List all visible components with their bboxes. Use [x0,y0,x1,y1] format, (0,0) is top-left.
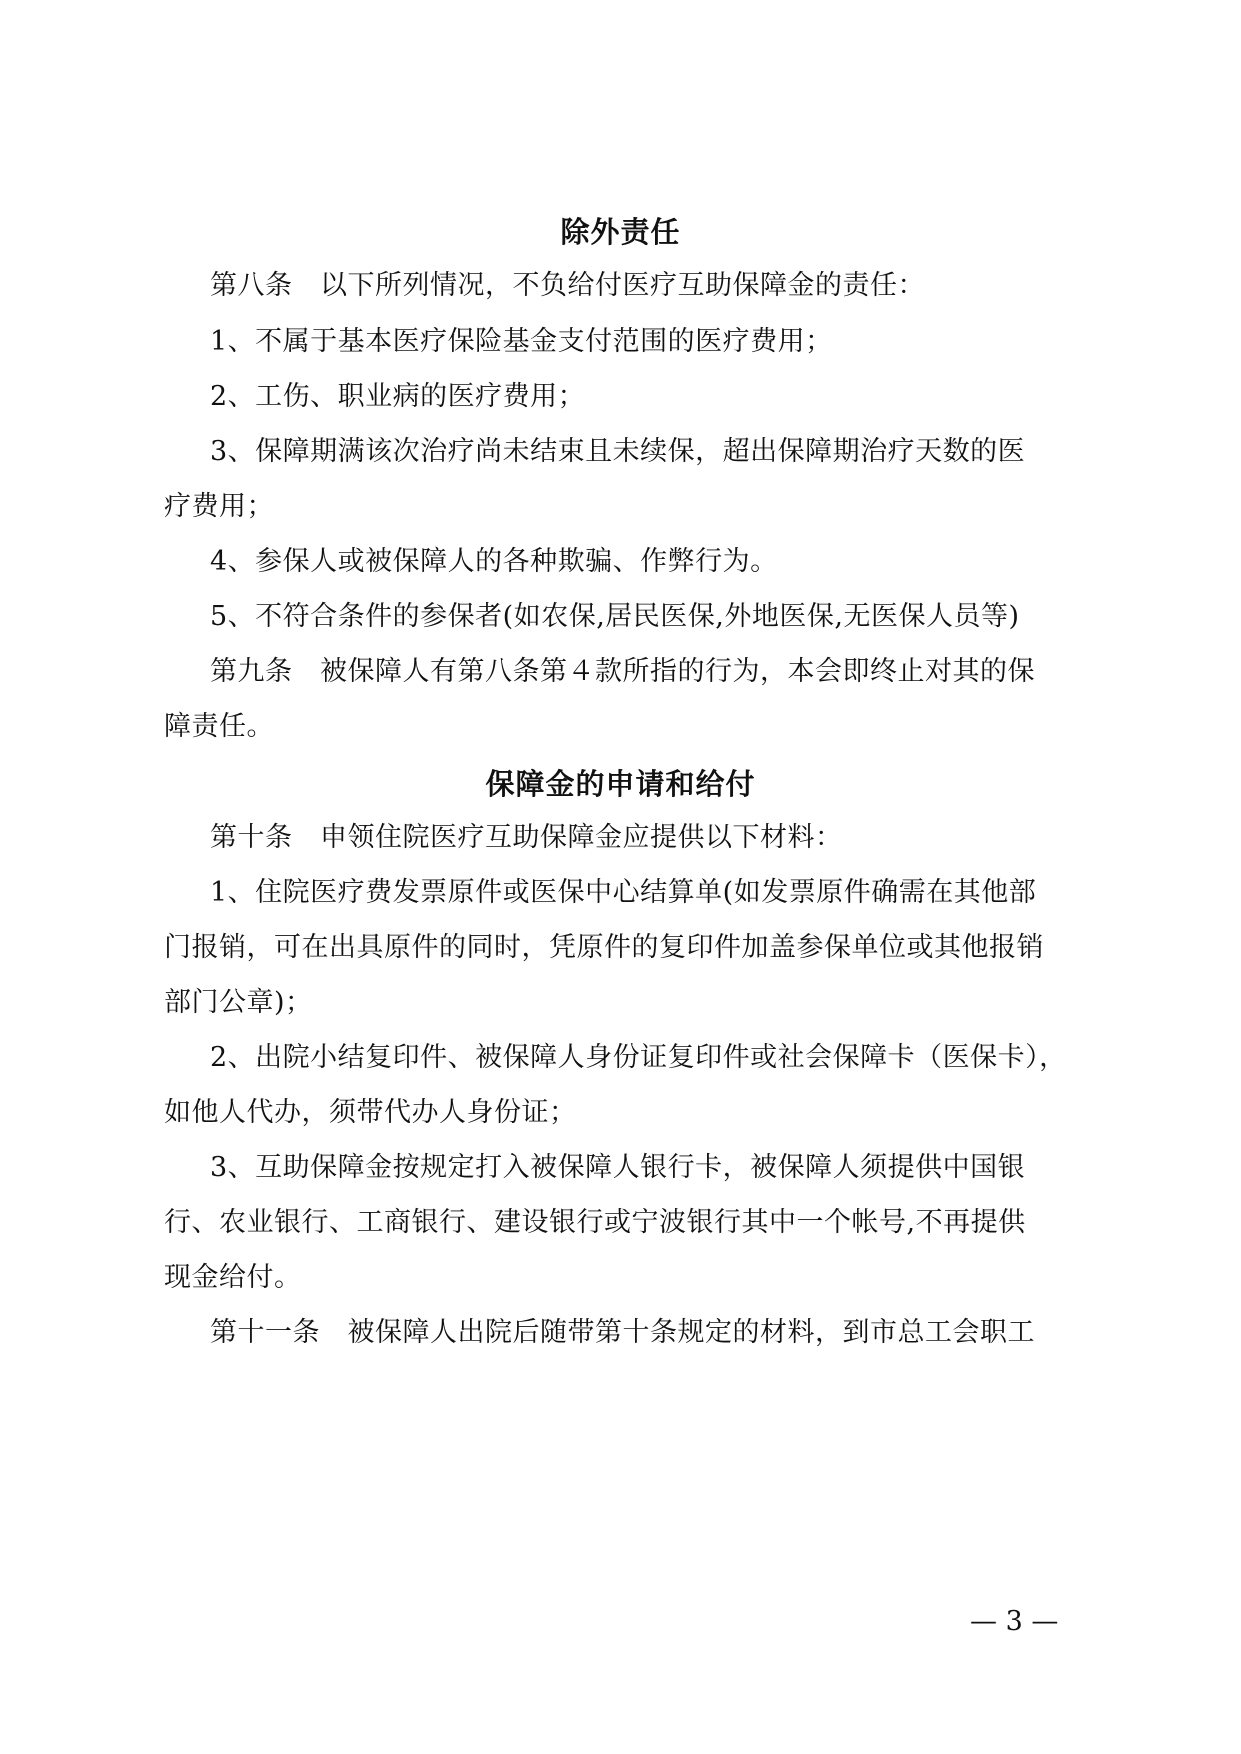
application-item-1-line-2: 门报销，可在出具原件的同时，凭原件的复印件加盖参保单位或其他报销 [164,932,1044,963]
article-8-text: 第八条 以下所列情况，不负给付医疗互助保障金的责任： [210,270,925,301]
exclusion-item-5: 5、不符合条件的参保者(如农保,居民医保,外地医保,无医保人员等) [210,601,1020,632]
application-item-2-line-1: 2、出院小结复印件、被保障人身份证复印件或社会保障卡（医保卡）， [210,1042,1067,1073]
application-item-3-line-3: 现金给付。 [164,1262,302,1293]
section-heading-exclusions: 除外责任 [560,215,681,249]
application-item-3-line-1: 3、互助保障金按规定打入被保障人银行卡，被保障人须提供中国银 [210,1152,1026,1183]
page-number: — 3 — [970,1606,1059,1637]
section-heading-application: 保障金的申请和给付 [485,767,756,801]
article-11-line-1: 第十一条 被保障人出院后随带第十条规定的材料，到市总工会职工 [210,1317,1035,1348]
application-item-1-line-3: 部门公章)； [164,987,313,1018]
exclusion-item-2: 2、工伤、职业病的医疗费用； [210,381,586,412]
exclusion-item-4: 4、参保人或被保障人的各种欺骗、作弊行为。 [210,546,778,577]
article-10-text: 第十条 申领住院医疗互助保障金应提供以下材料： [210,822,843,853]
article-9-line-1: 第九条 被保障人有第八条第４款所指的行为，本会即终止对其的保 [210,656,1035,687]
exclusion-item-3-line-2: 疗费用； [164,491,274,522]
application-item-1-line-1: 1、住院医疗费发票原件或医保中心结算单(如发票原件确需在其他部 [210,877,1037,908]
application-item-2-line-2: 如他人代办，须带代办人身份证； [164,1097,577,1128]
exclusion-item-1: 1、不属于基本医疗保险基金支付范围的医疗费用； [210,326,833,357]
application-item-3-line-2: 行、农业银行、工商银行、建设银行或宁波银行其中一个帐号,不再提供 [164,1207,1026,1238]
exclusion-item-3-line-1: 3、保障期满该次治疗尚未结束且未续保，超出保障期治疗天数的医 [210,436,1026,467]
article-9-line-2: 障责任。 [164,711,274,742]
